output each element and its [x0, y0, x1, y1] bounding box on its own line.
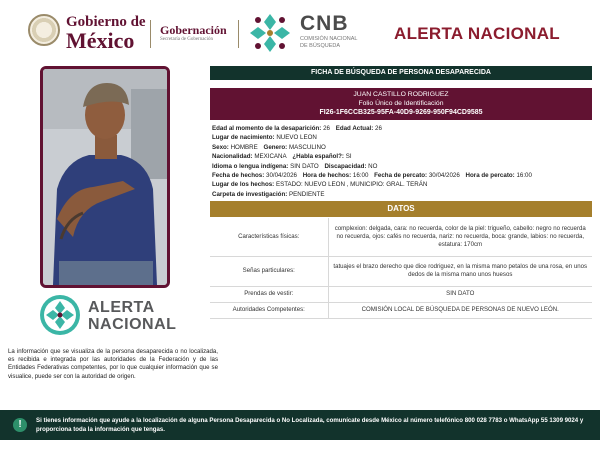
- person-info: [212, 124, 592, 199]
- datos-value: complexion: delgada, cara: no recuerda, color de la piel: trigueño, cabello: negro no recuerda no recuerda, ojos: cafés no recuerda, nariz: no recuerda, boca: grande, labios: no recuerda, estatura: 170cm: [328, 218, 592, 256]
- cnb-acronym: CNB: [300, 12, 349, 35]
- cnb-logo-text: [300, 12, 357, 49]
- info-label: Hora de hechos:: [302, 172, 352, 180]
- datos-label: Autoridades Competentes:: [210, 302, 328, 318]
- folio-label: Folio Único de Identificación: [358, 100, 444, 107]
- datos-label: Señas particulares:: [210, 256, 328, 286]
- gobernacion-title: Gobernación: [160, 23, 227, 37]
- header-divider: [238, 20, 239, 48]
- alerta-nacional-logo-text: [88, 299, 176, 333]
- info-value: 30/04/2026: [266, 172, 297, 180]
- header-divider: [150, 20, 151, 48]
- datos-value: SIN DATO: [328, 286, 592, 302]
- person-name-box: [210, 88, 592, 120]
- info-value: 16:00: [516, 172, 532, 180]
- datos-value: tatuajes el brazo derecho que dice rodriguez, en la misma mano petalos de una rosa, en unos dedos de la misma mano unos huesos: [328, 256, 592, 286]
- table-row: [210, 286, 592, 302]
- info-label: Fecha de percato:: [374, 172, 428, 180]
- info-label: Lugar de los hechos:: [212, 181, 275, 189]
- info-label: Carpeta de investigación:: [212, 190, 288, 198]
- info-label: Edad al momento de la desaparición:: [212, 125, 322, 132]
- info-value: 16:00: [352, 172, 369, 180]
- national-seal-icon: [28, 14, 60, 46]
- datos-title-bar: DATOS: [210, 201, 592, 217]
- table-row: [210, 302, 592, 318]
- missing-person-photo: [40, 66, 170, 288]
- gobernacion-logo: [160, 24, 227, 43]
- info-value: SIN DATO: [290, 162, 319, 170]
- info-value: PENDIENTE: [289, 190, 325, 198]
- footer-banner: [0, 410, 600, 440]
- info-row-dates: [212, 171, 592, 180]
- alerta-nacional-title: ALERTA NACIONAL: [394, 24, 560, 43]
- info-row-carpeta: [212, 190, 592, 199]
- info-label: Sexo:: [212, 143, 229, 151]
- info-row-place: [212, 180, 592, 189]
- folio-value: FI26-1F6CCB325-95FA-40D9-9269-950F94CD9585: [319, 109, 483, 116]
- info-label: Nacionalidad:: [212, 153, 253, 161]
- footer-text: Si tienes información que ayude a la localización de alguna Persona Desaparecida o No Localizada, comunícate desde México al número telefónico 800 028 7783 o WhatsApp 55 1309 9024 y proporciona toda la información que tengas.: [36, 417, 584, 433]
- exclamation-icon: !: [13, 418, 27, 432]
- gobierno-line2: México: [66, 28, 135, 53]
- info-label: Genero:: [263, 143, 288, 151]
- datos-value: COMISIÓN LOCAL DE BÚSQUEDA DE PERSONAS DE NUEVO LEÓN.: [328, 302, 592, 318]
- info-value: MASCULINO: [288, 143, 326, 151]
- info-value: 26: [323, 125, 330, 132]
- datos-label: Características físicas:: [210, 218, 328, 256]
- person-name: JUAN CASTILLO RODRIGUEZ: [353, 91, 449, 98]
- info-label: Discapacidad:: [324, 162, 367, 170]
- info-value: MEXICANA: [254, 153, 287, 161]
- datos-table: [210, 218, 592, 319]
- table-row: [210, 256, 592, 286]
- logo-line1: ALERTA: [88, 299, 155, 316]
- info-value: 26: [375, 125, 382, 132]
- info-label: ¿Habla español?:: [292, 153, 344, 161]
- info-value: NO: [368, 162, 378, 170]
- info-value: NUEVO LEON: [276, 134, 317, 142]
- ficha-title-bar: FICHA DE BÚSQUEDA DE PERSONA DESAPARECIDA: [210, 66, 592, 80]
- info-label: Lugar de nacimiento:: [212, 134, 275, 142]
- gobierno-de-mexico-logo: [66, 14, 146, 52]
- info-row-nationality: [212, 152, 592, 161]
- info-row-sex: [212, 143, 592, 152]
- info-value: ESTADO: NUEVO LEON , MUNICIPIO: GRAL. TERÁN: [275, 181, 428, 189]
- info-label: Hora de percato:: [465, 172, 515, 180]
- gobierno-line1: Gobierno de: [66, 14, 146, 30]
- info-label: Edad Actual:: [335, 125, 374, 132]
- logo-line2: NACIONAL: [88, 316, 177, 333]
- header: [0, 0, 600, 62]
- disclaimer-text: La información que se visualiza de la persona desaparecida o no localizada, es recibida e integrada por las autoridades de la Federación y de las Entidades Federativas competentes, por lo que cualquier información que se visualice, puede ser con la autoridad de origen.: [8, 348, 218, 380]
- info-value: 30/04/2026: [428, 172, 460, 180]
- info-label: Fecha de hechos:: [212, 172, 265, 180]
- info-row-language: [212, 162, 592, 171]
- info-label: Idioma o lengua indígena:: [212, 162, 289, 170]
- gobernacion-subtitle: Secretaría de Gobernación: [160, 37, 214, 42]
- datos-label: Prendas de vestir:: [210, 286, 328, 302]
- info-value: HOMBRE: [230, 143, 258, 151]
- info-value: SI: [345, 153, 352, 161]
- table-row: [210, 218, 592, 256]
- cnb-line1: COMISIÓN NACIONAL: [300, 36, 358, 42]
- info-row-birthplace: [212, 133, 592, 142]
- cnb-flower-icon: [248, 12, 292, 54]
- info-row-age: [212, 124, 592, 133]
- alerta-nacional-logo-icon: [38, 293, 82, 337]
- cnb-line2: DE BÚSQUEDA: [300, 42, 341, 49]
